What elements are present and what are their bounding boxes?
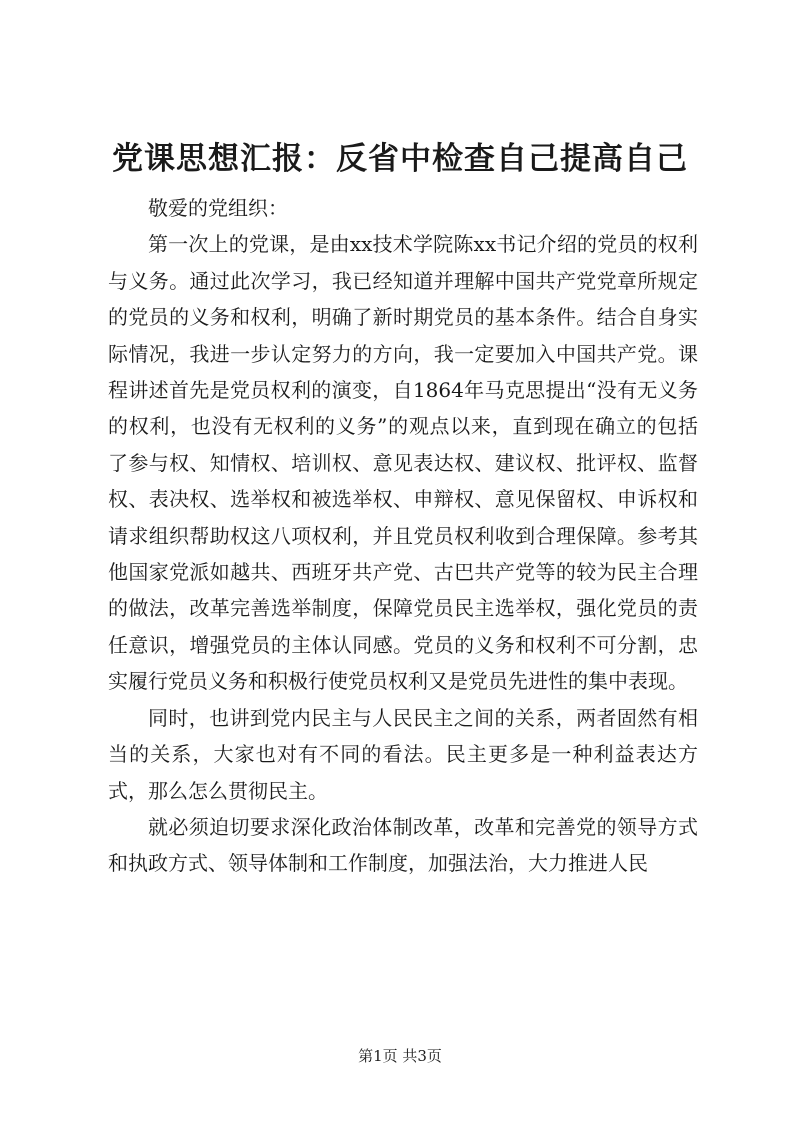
document-body — [108, 190, 698, 882]
page-number-footer: 第1页 共3页 — [358, 1047, 442, 1065]
salutation: 敬爱的党组织： — [148, 196, 288, 220]
document-title: 党课思想汇报：反省中检查自己提高自己 — [112, 141, 688, 177]
paragraph: 就必须迫切要求深化政治体制改革，改革和完善党的领导方式和执政方式、领导体制和工作制度，加强法治，大力推进人民 — [108, 814, 698, 876]
paragraph: 第一次上的党课，是由xx技术学院陈xx书记介绍的党员的权利与义务。通过此次学习，我已经知道并理解中国共产党党章所规定的党员的义务和权利，明确了新时期党员的基本条件。结合自身实际情况，我进一步认定努力的方向，我一定要加入中国共产党。课程讲述首先是党员权利的演变，自1864年马克思提出“没有无义务的权利，也没有无权利的义务”的观点以来，直到现在确立的包括了参与权、知情权、培训权、意见表达权、建议权、批评权、监督权、表决权、选举权和被选举权、申辩权、意见保留权、申诉权和请求组织帮助权这八项权利，并且党员权利收到合理保障。参考其他国家党派如越共、西班牙共产党、古巴共产党等的较为民主合理的做法，改革完善选举制度，保障党员民主选举权，强化党员的责任意识，增强党员的主体认同感。党员的义务和权利不可分割，忠实履行党员义务和积极行使党员权利又是党员先进性的集中表现。 — [108, 232, 698, 694]
paragraph: 同时，也讲到党内民主与人民民主之间的关系，两者固然有相当的关系，大家也对有不同的看法。民主更多是一种利益表达方式，那么怎么贯彻民主。 — [108, 705, 698, 803]
